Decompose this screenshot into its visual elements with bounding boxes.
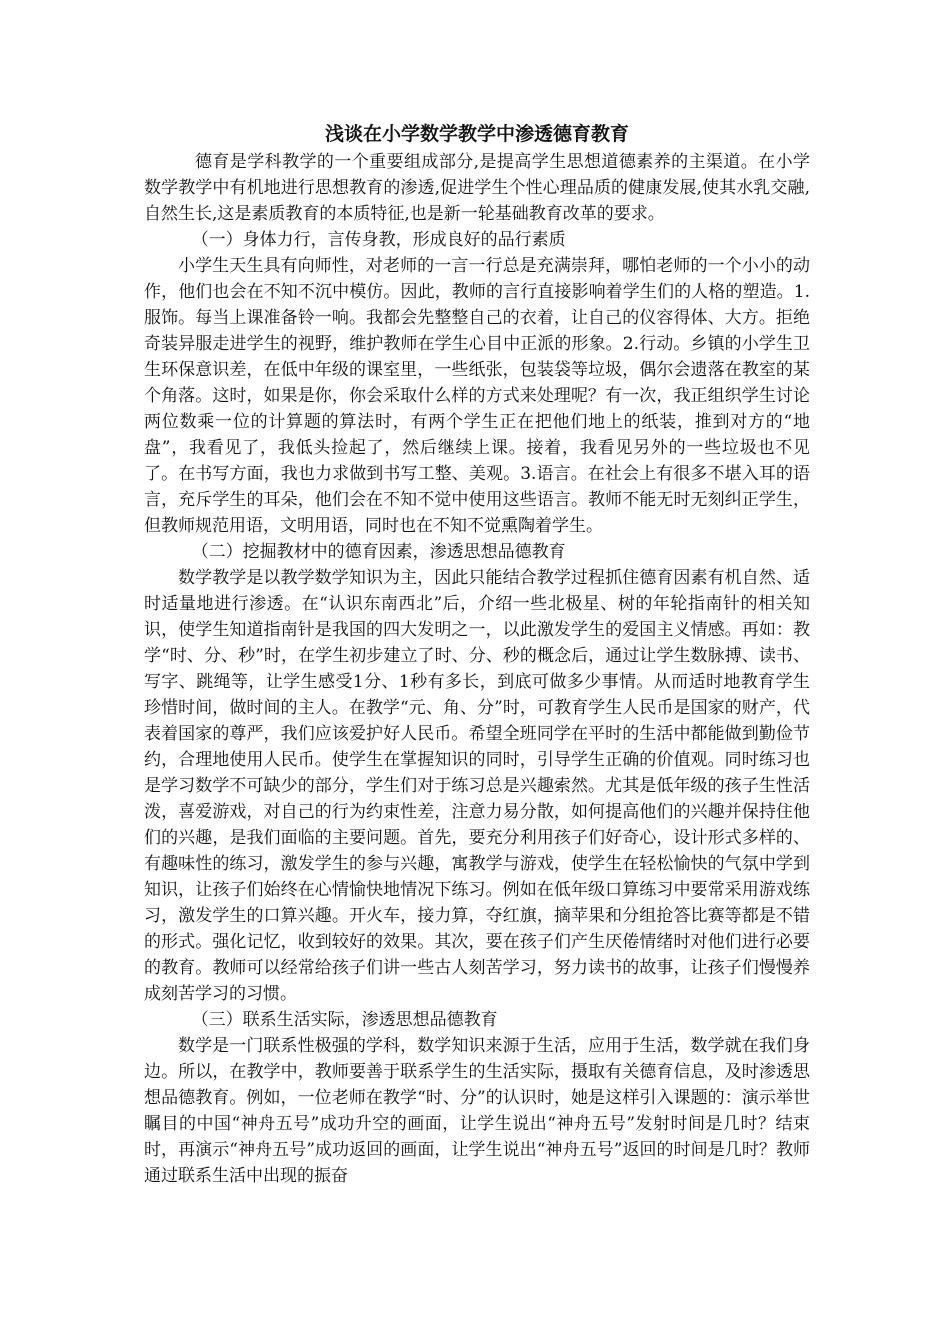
section-paragraph-1: 小学生天生具有向师性，对老师的一言一行总是充满崇拜，哪怕老师的一个小小的动作，他们也会在不知不沉中模仿。因此，教师的言行直接影响着学生们的人格的塑造。1.服饰。每当上课准备铃一响。我都会先整整自己的衣着，让自己的仪容得体、大方。拒绝奇装异服走进学生的视野，维护教师在学生心目中正派的形象。2.行动。乡镇的小学生卫生环保意识差，在低中年级的课室里，一些纸张，包装袋等垃圾，偶尔会遗落在教室的某个角落。这时，如果是你，你会采取什么样的方式来处理呢？有一次，我正组织学生讨论两位数乘一位的计算题的算法时，有两个学生正在把他们地上的纸装，推到对方的“地盘”，我看见了，我低头捡起了，然后继续上课。接着，我看见另外的一些垃圾也不见了。在书写方面，我也力求做到书写工整、美观。3.语言。在社会上有很多不堪入耳的语言，充斥学生的耳朵，他们会在不知不觉中使用这些语言。教师不能无时无刻纠正学生，但教师规范用语，文明用语，同时也在不知不觉熏陶着学生。 <box>144 256 810 536</box>
section-paragraph-3: 数学是一门联系性极强的学科，数学知识来源于生活，应用于生活，数学就在我们身边。所以，在教学中，教师要善于联系学生的生活实际，摄取有关德育信息，及时渗透思想品德教育。例如，一位老师在教学“时、分”的认识时，她是这样引入课题的：演示举世瞩目的中国“神舟五号”成功升空的画面，让学生说出“神舟五号”发射时间是几时？结束时，再演示“神舟五号”成功返回的画面，让学生说出“神舟五号”返回的时间是几时？教师通过联系生活中出现的振奋 <box>144 1036 810 1186</box>
section-heading-1: （一）身体力行，言传身教，形成良好的品行素质 <box>191 230 566 250</box>
document-body <box>144 120 810 1189</box>
section-heading-2: （二）挖掘教材中的德育因素，渗透思想品德教育 <box>191 542 566 562</box>
section-paragraph-2: 数学教学是以教学数学知识为主，因此只能结合教学过程抓住德育因素有机自然、适时适量地进行渗透。在“认识东南西北”后，介绍一些北极星、树的年轮指南针的相关知识，使学生知道指南针是我国的四大发明之一，以此激发学生的爱国主义情感。再如：教学“时、分、秒”时，在学生初步建立了时、分、秒的概念后，通过让学生数脉搏、读书、写字、跳绳等，让学生感受1分、1秒有多长，到底可做多少事情。从而适时地教育学生珍惜时间，做时间的主人。在教学“元、角、分”时，可教育学生人民币是国家的财产，代表着国家的尊严，我们应该爱护好人民币。希望全班同学在平时的生活中都能做到勤俭节约，合理地使用人民币。使学生在掌握知识的同时，引导学生正确的价值观。同时练习也是学习数学不可缺少的部分，学生们对于练习总是兴趣索然。尤其是低年级的孩子生性活泼，喜爱游戏，对自己的行为约束性差，注意力易分散，如何提高他们的兴趣并保持住他们的兴趣，是我们面临的主要问题。首先，要充分利用孩子们好奇心，设计形式多样的、有趣味性的练习，激发学生的参与兴趣，寓教学与游戏，使学生在轻松愉快的气氛中学到知识，让孩子们始终在心情愉快地情况下练习。例如在低年级口算练习中要常采用游戏练习，激发学生的口算兴趣。开火车，接力算，夺红旗，摘苹果和分组抢答比赛等都是不错的形式。强化记忆，收到较好的效果。其次，要在孩子们产生厌倦情绪时对他们进行必要的教育。教师可以经常给孩子们讲一些古人刻苦学习，努力读书的故事，让孩子们慢慢养成刻苦学习的习惯。 <box>144 568 810 1004</box>
section-heading-3: （三）联系生活实际，渗透思想品德教育 <box>191 1010 498 1030</box>
document-title: 浅谈在小学数学教学中渗透德育教育 <box>324 123 629 145</box>
intro-paragraph: 德育是学科教学的一个重要组成部分,是提高学生思想道德素养的主渠道。在小学数学教学中有机地进行思想教育的渗透,促进学生个性心理品质的健康发展,使其水乳交融,自然生长,这是素质教育的本质特征,也是新一轮基础教育改革的要求。 <box>144 152 810 224</box>
